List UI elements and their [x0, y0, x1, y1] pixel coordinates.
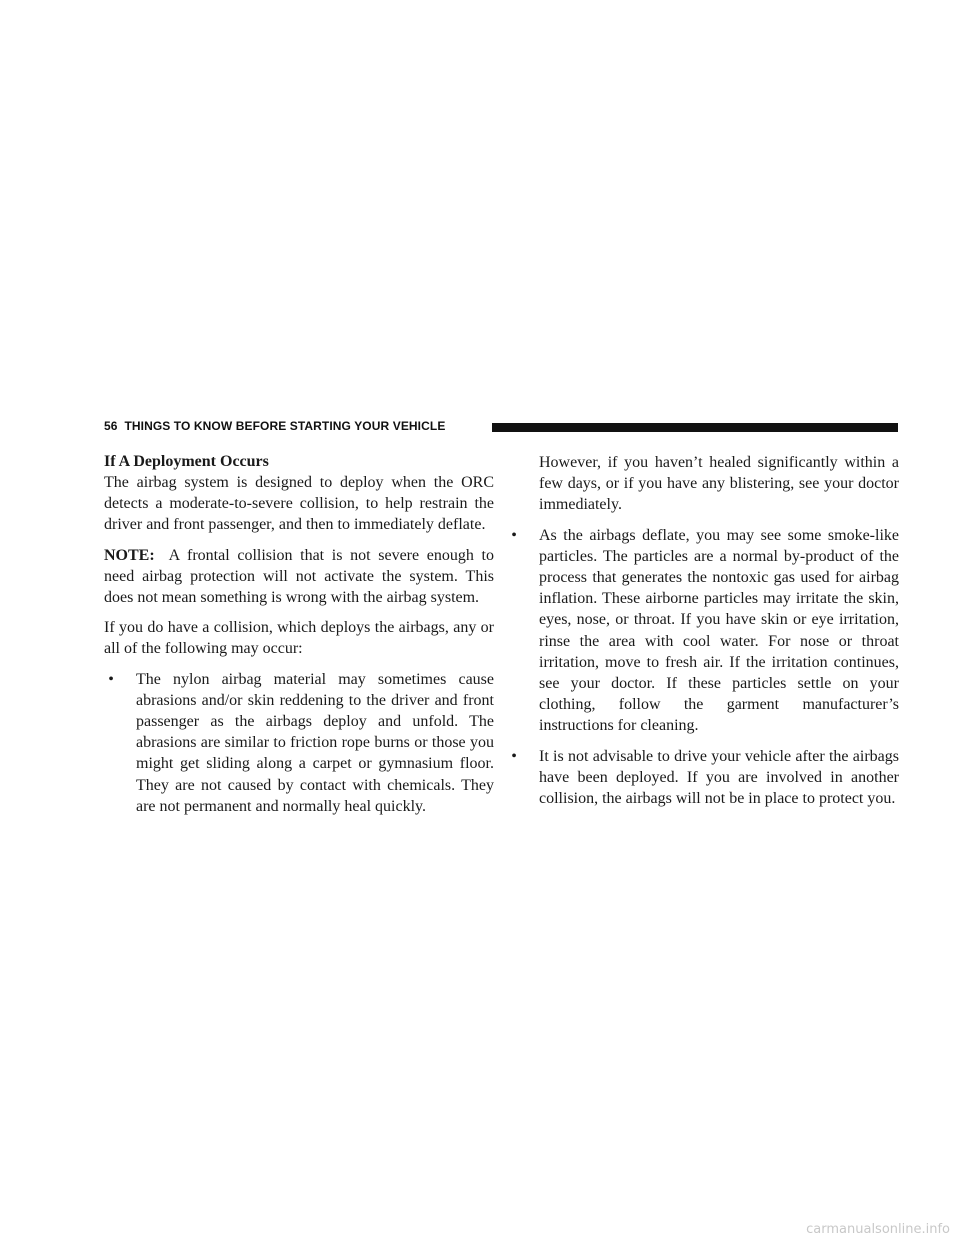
section-title: THINGS TO KNOW BEFORE STARTING YOUR VEHICLE: [124, 419, 446, 433]
collision-paragraph: If you do have a collision, which deploys the airbags, any or all of the following may occur:: [104, 619, 494, 658]
header-rule-bar: [492, 423, 898, 432]
note-text: A frontal collision that is not severe enough to need airbag protection will not activate the system. This does not mean something is wrong with the airbag system.: [104, 546, 494, 607]
bullet-icon: •: [511, 747, 517, 765]
watermark-logo: carmanualsonline.info: [806, 1222, 950, 1237]
bullet-icon: •: [511, 526, 517, 544]
header-text: [104, 419, 445, 433]
bullet-item-abrasions: [104, 669, 494, 817]
bullet-continuation: However, if you haven’t healed significantly within a few days, or if you have any blistering, see your doctor immediately.: [539, 454, 899, 514]
bullet-text: As the airbags deflate, you may see some smoke-like particles. The particles are a normal by-product of the process that generates the nontoxic gas used for airbag inflation. These airborne particles may irritate the skin, eyes, nose, or throat. If you have skin or eye irritation, rinse the area with cool water. For nose or throat irritation, move to fresh air. If the irritation continues, see your doctor. If these particles settle on your clothing, follow the garment manufacturer’s instructions for cleaning.: [539, 526, 899, 735]
right-column: [507, 452, 899, 818]
left-column: [104, 452, 494, 826]
bullet-icon: •: [108, 670, 114, 688]
page-header: [104, 419, 898, 433]
bullet-text: The nylon airbag material may sometimes cause abrasions and/or skin reddening to the driver and front passenger as the airbags deploy and unfold. The abrasions are similar to friction rope burns or those you might get sliding along a carpet or gymnasium floor. They are not caused by contact with chemicals. They are not permanent and normally heal quickly.: [136, 670, 494, 815]
note-label: NOTE:: [104, 546, 155, 564]
note-paragraph: [104, 545, 494, 609]
section-heading: If A Deployment Occurs: [104, 453, 269, 470]
page-number: 56: [104, 419, 118, 433]
bullet-item-smoke-particles: [507, 525, 899, 737]
bullet-text: It is not advisable to drive your vehicle after the airbags have been deployed. If you are involved in another collision, the airbags will not be in place to protect you.: [539, 747, 899, 808]
bullet-item-driving-advice: [507, 746, 899, 810]
intro-paragraph: The airbag system is designed to deploy when the ORC detects a moderate-to-severe collision, to help restrain the driver and front passenger, and then to immediately deflate.: [104, 474, 494, 534]
